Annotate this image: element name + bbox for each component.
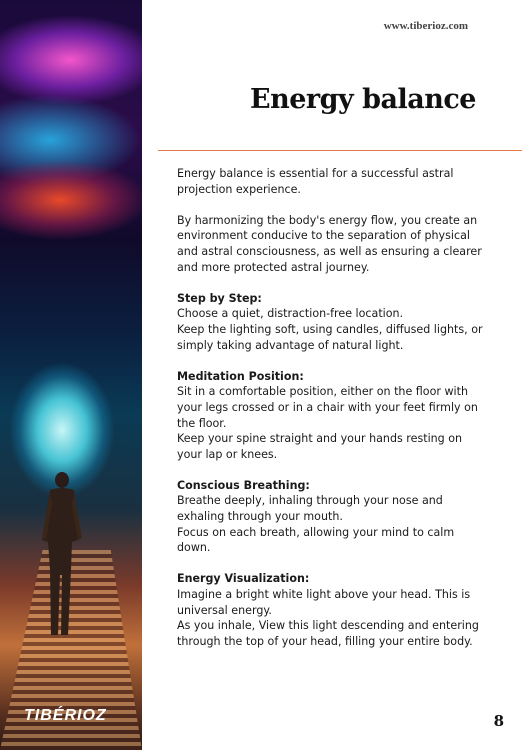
section-line: Breathe deeply, inhaling through your nose and exhaling through your mouth. xyxy=(177,494,443,524)
section-line: Imagine a bright white light above your head. This is universal energy. xyxy=(177,588,471,617)
section-line: Choose a quiet, distraction-free location. xyxy=(177,307,404,321)
page-title: Energy balance xyxy=(250,84,476,115)
section-energy-visualization xyxy=(177,571,485,649)
section-line: Focus on each breath, allowing your mind to calm down. xyxy=(177,525,455,555)
title-divider xyxy=(158,150,522,151)
section-line: Keep your spine straight and your hands resting on your lap or knees. xyxy=(177,432,463,461)
section-heading: Step by Step: xyxy=(177,291,262,305)
section-conscious-breathing xyxy=(177,478,485,556)
section-step-by-step xyxy=(177,291,485,353)
cover-art-panel xyxy=(0,0,142,750)
section-meditation-position xyxy=(177,369,485,463)
section-heading: Meditation Position: xyxy=(177,369,304,383)
brand-logo: TIBÉRIOZ xyxy=(24,707,107,724)
section-heading: Conscious Breathing: xyxy=(177,478,310,492)
intro-paragraph-1: Energy balance is essential for a successful astral projection experience. xyxy=(177,167,454,196)
standing-figure-art xyxy=(38,470,86,640)
website-url[interactable]: www.tiberioz.com xyxy=(383,20,468,32)
body-content xyxy=(177,166,485,665)
intro-paragraph-2: By harmonizing the body's energy flow, you create an environment conducive to the separation of physical and astral consciousness, as well as ensuring a clearer and more protected astral journey. xyxy=(177,213,482,274)
section-heading: Energy Visualization: xyxy=(177,572,310,586)
section-line: Sit in a comfortable position, either on the floor with your legs crossed or in a chair with your feet firmly on the floor. xyxy=(177,385,478,430)
page-number: 8 xyxy=(493,712,504,730)
section-line: Keep the lighting soft, using candles, diffused lights, or simply taking advantage of natural light. xyxy=(177,322,483,352)
section-line: As you inhale, View this light descending and entering through the top of your head, filling your entire body. xyxy=(177,619,479,648)
